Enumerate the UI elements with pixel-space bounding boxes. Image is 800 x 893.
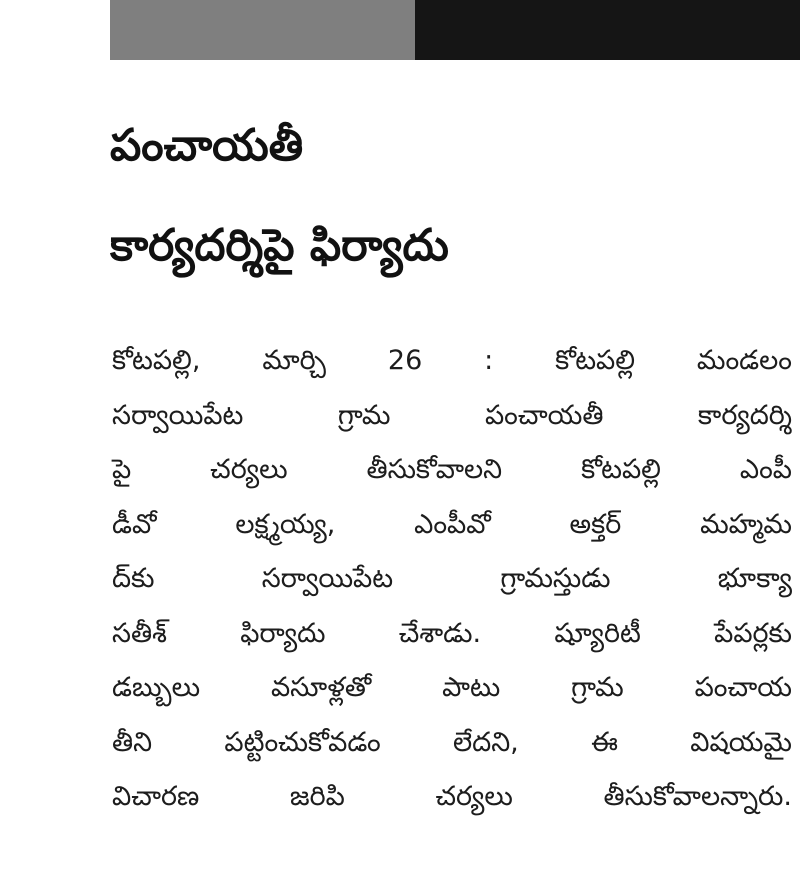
headline-line-1: పంచాయతీ [110, 120, 304, 171]
article-line: సతీశ్ ఫిర్యాదు చేశాడు. ష్యూరిటీ పేపర్లకు [112, 617, 792, 649]
article-line: విచారణ జరిపి చర్యలు తీసుకోవాలన్నారు. [112, 781, 792, 812]
headline-line-2: కార్యదర్శిపై ఫిర్యాదు [110, 220, 449, 271]
article-line: పై చర్యలు తీసుకోవాలని కోటపల్లి ఎంపీ [112, 454, 792, 485]
article-line: కోటపల్లి, మార్చి 26 : కోటపల్లి మండలం [112, 345, 792, 376]
article-body [112, 334, 792, 825]
article-headline [110, 96, 790, 296]
top-bar-gray-block [110, 0, 415, 60]
article-line: డబ్బులు వసూళ్లతో పాటు గ్రామ పంచాయ [112, 672, 792, 703]
article-line: తీని పట్టించుకోవడం లేదని, ఈ విషయమై [112, 726, 792, 758]
article-line: డీవో లక్ష్మయ్య, ఎంపీవో అక్తర్ మహ్మమ [112, 508, 792, 540]
top-decorative-bar [110, 0, 800, 60]
top-bar-dark-block [415, 0, 800, 60]
article-line: ద్‌కు సర్వాయిపేట గ్రామస్తుడు భూక్యా [112, 563, 792, 594]
article-line: సర్వాయిపేట గ్రామ పంచాయతీ కార్యదర్శి [112, 399, 792, 431]
